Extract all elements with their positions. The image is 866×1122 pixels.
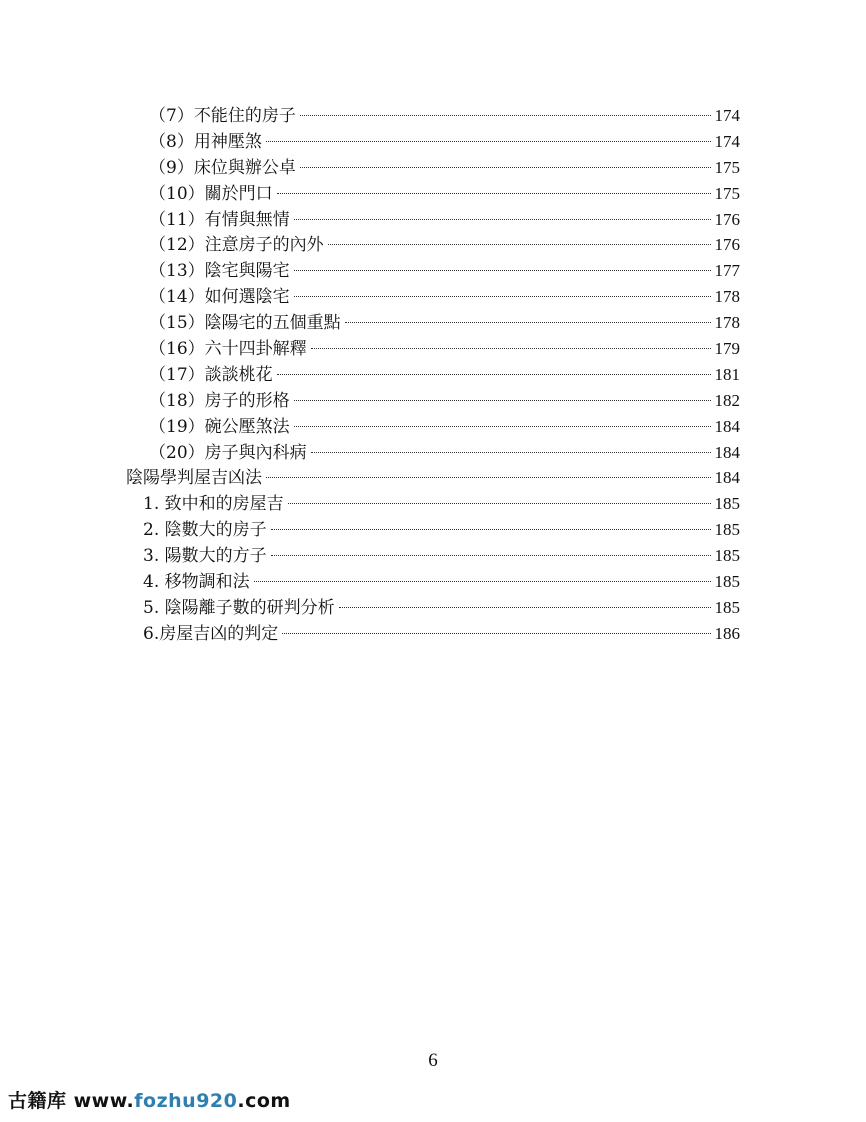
toc-entry-label: （8）用神壓煞 [149, 131, 262, 152]
toc-entry-label: （11）有情與無情 [149, 209, 290, 230]
toc-entry[interactable] [126, 621, 740, 647]
toc-entry-label: （16）六十四卦解釋 [149, 339, 307, 360]
toc-dot-leader [300, 167, 711, 168]
toc-entry[interactable] [126, 181, 740, 207]
toc-entry-label: 陰陽學判屋吉凶法 [126, 468, 262, 489]
toc-entry-label: （14）如何選陰宅 [149, 287, 290, 308]
toc-entry-page: 181 [714, 364, 740, 384]
toc-dot-leader [271, 555, 711, 556]
toc-entry-label: （10）關於門口 [149, 183, 273, 204]
toc-entry[interactable] [126, 414, 740, 440]
toc-dot-leader [282, 633, 710, 634]
toc-entry[interactable] [126, 155, 740, 181]
toc-entry-page: 185 [714, 546, 740, 566]
toc-entry-label: （17）談談桃花 [149, 364, 273, 385]
toc-entry-label: （15）陰陽宅的五個重點 [149, 313, 341, 334]
toc-dot-leader [345, 322, 711, 323]
toc-dot-leader [294, 270, 711, 271]
toc-entry-label: （13）陰宅與陽宅 [149, 261, 290, 282]
toc-entry-page: 175 [714, 183, 740, 203]
toc-entry-page: 178 [714, 313, 740, 333]
toc-entry-page: 176 [714, 235, 740, 255]
toc-dot-leader [294, 400, 711, 401]
toc-entry[interactable] [126, 336, 740, 362]
toc-entry-label: 6.房屋吉凶的判定 [143, 623, 279, 644]
toc-entry-page: 182 [714, 390, 740, 410]
toc-entry[interactable] [126, 465, 740, 491]
toc-entry-label: （19）碗公壓煞法 [149, 416, 290, 437]
toc-dot-leader [300, 115, 711, 116]
toc-entry-page: 185 [714, 572, 740, 592]
toc-dot-leader [311, 452, 711, 453]
toc-entry[interactable] [126, 595, 740, 621]
toc-entry[interactable] [126, 440, 740, 466]
toc-entry-page: 179 [714, 339, 740, 359]
toc-entry-label: 4. 移物調和法 [143, 572, 250, 593]
toc-entry[interactable] [126, 491, 740, 517]
watermark-domain: fozhu920 [134, 1090, 238, 1112]
watermark-prefix: 古籍库 www. [8, 1090, 135, 1112]
toc-dot-leader [266, 477, 711, 478]
toc-entry-page: 184 [714, 416, 740, 436]
toc-entry-label: 5. 陰陽離子數的研判分析 [143, 597, 335, 618]
toc-dot-leader [294, 296, 711, 297]
toc-entry[interactable] [126, 569, 740, 595]
toc-entry[interactable] [126, 207, 740, 233]
toc-entry[interactable] [126, 284, 740, 310]
toc-entry-page: 178 [714, 287, 740, 307]
toc-entry-page: 184 [714, 442, 740, 462]
toc-dot-leader [271, 529, 711, 530]
toc-entry[interactable] [126, 543, 740, 569]
toc-entry-page: 174 [714, 106, 740, 125]
toc-dot-leader [339, 607, 711, 608]
toc-entry-label: 3. 陽數大的方子 [143, 546, 267, 567]
toc-dot-leader [277, 374, 711, 375]
toc-entry[interactable] [126, 258, 740, 284]
toc-entry-page: 176 [714, 209, 740, 229]
toc-entry-label: （7）不能住的房子 [149, 106, 296, 126]
toc-entry-label: （18）房子的形格 [149, 390, 290, 411]
toc-entry[interactable] [126, 232, 740, 258]
toc-entry-page: 174 [714, 131, 740, 151]
toc-dot-leader [311, 348, 711, 349]
toc-entry-label: 2. 陰數大的房子 [143, 520, 267, 541]
toc-entry[interactable] [126, 129, 740, 155]
toc-entry[interactable] [126, 310, 740, 336]
toc-entry-page: 185 [714, 494, 740, 514]
toc-entry-page: 186 [714, 623, 740, 643]
toc-dot-leader [328, 244, 711, 245]
toc-entry-page: 185 [714, 597, 740, 617]
watermark [8, 1086, 291, 1113]
toc-entry-page: 185 [714, 520, 740, 540]
toc-entry-label: （9）床位與辦公卓 [149, 157, 296, 178]
toc-entry-page: 184 [714, 468, 740, 488]
toc-entry-label: （20）房子與內科病 [149, 442, 307, 463]
toc-dot-leader [254, 581, 711, 582]
toc-entry-page: 177 [714, 261, 740, 281]
toc-dot-leader [266, 141, 711, 142]
toc-entry-label: （12）注意房子的內外 [149, 235, 324, 256]
page-number: 6 [428, 1050, 438, 1071]
toc-entry[interactable] [126, 362, 740, 388]
toc-dot-leader [294, 426, 711, 427]
toc-entry[interactable] [126, 517, 740, 543]
toc-dot-leader [294, 219, 711, 220]
watermark-suffix: .com [237, 1090, 291, 1112]
toc-entry[interactable] [126, 103, 740, 129]
toc-entry-label: 1. 致中和的房屋吉 [143, 494, 284, 515]
toc-dot-leader [277, 193, 711, 194]
table-of-contents [126, 103, 740, 647]
toc-entry-page: 175 [714, 157, 740, 177]
toc-dot-leader [288, 503, 711, 504]
toc-entry[interactable] [126, 388, 740, 414]
